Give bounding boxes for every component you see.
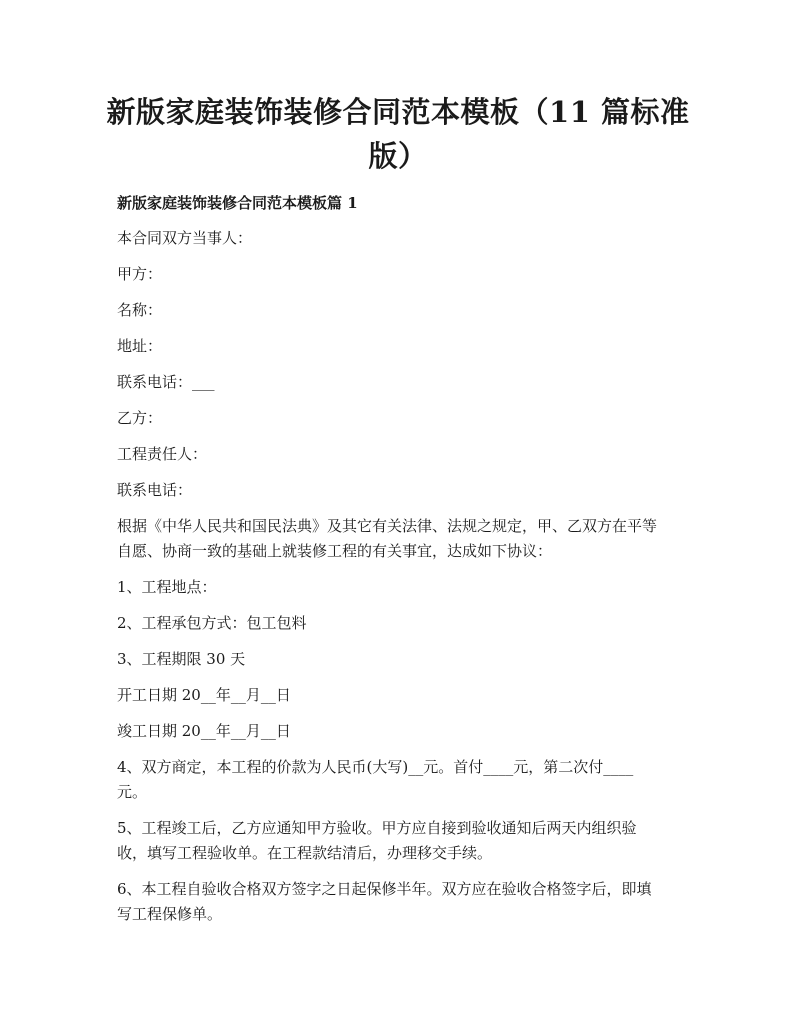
paragraph-line: 收，填写工程验收单。在工程款结清后，办理移交手续。 (117, 844, 493, 862)
paragraph (117, 334, 687, 359)
paragraph (117, 877, 687, 927)
paragraph-line: 1、工程地点： (117, 578, 217, 596)
paragraph-line: 本合同双方当事人： (117, 229, 253, 247)
paragraph-list (117, 226, 687, 927)
paragraph-line: 开工日期 20__年__月__日 (117, 686, 291, 704)
paragraph (117, 683, 687, 708)
paragraph (117, 514, 687, 564)
paragraph-line: 元。 (117, 783, 148, 801)
paragraph (117, 575, 687, 600)
paragraph (117, 647, 687, 672)
paragraph-line: 自愿、协商一致的基础上就装修工程的有关事宜，达成如下协议： (117, 542, 553, 560)
paragraph-line: 名称： (117, 301, 163, 319)
document-title-line-2: 版） (368, 139, 428, 173)
paragraph (117, 611, 687, 636)
paragraph-line: 写工程保修单。 (117, 905, 223, 923)
paragraph (117, 370, 687, 395)
document-title (100, 90, 696, 178)
paragraph (117, 816, 687, 866)
paragraph-line: 地址： (117, 337, 163, 355)
paragraph (117, 226, 687, 251)
document-title-line-1: 新版家庭装饰装修合同范本模板（11 篇标准 (106, 95, 690, 129)
paragraph-line: 5、工程竣工后，乙方应通知甲方验收。甲方应自接到验收通知后两天内组织验 (117, 819, 637, 837)
paragraph-line: 竣工日期 20__年__月__日 (117, 722, 291, 740)
paragraph-line: 工程责任人： (117, 445, 208, 463)
paragraph-line: 联系电话： (117, 481, 193, 499)
paragraph (117, 298, 687, 323)
paragraph (117, 755, 687, 805)
paragraph-line: 4、双方商定，本工程的价款为人民币(大写)__元。首付____元，第二次付____ (117, 758, 634, 776)
paragraph-line: 3、工程期限 30 天 (117, 650, 246, 668)
paragraph-line: 甲方： (117, 265, 163, 283)
paragraph-line: 6、本工程自验收合格双方签字之日起保修半年。双方应在验收合格签字后，即填 (117, 880, 652, 898)
paragraph (117, 442, 687, 467)
paragraph-line: 联系电话：___ (117, 373, 215, 391)
paragraph-line: 根据《中华人民共和国民法典》及其它有关法律、法规之规定，甲、乙双方在平等 (117, 517, 658, 535)
paragraph-line: 2、工程承包方式：包工包料 (117, 614, 307, 632)
paragraph-line: 乙方： (117, 409, 163, 427)
paragraph (117, 719, 687, 744)
paragraph (117, 478, 687, 503)
paragraph (117, 262, 687, 287)
section-heading: 新版家庭装饰装修合同范本模板篇 1 (117, 194, 358, 212)
document-body (117, 190, 687, 938)
paragraph (117, 406, 687, 431)
